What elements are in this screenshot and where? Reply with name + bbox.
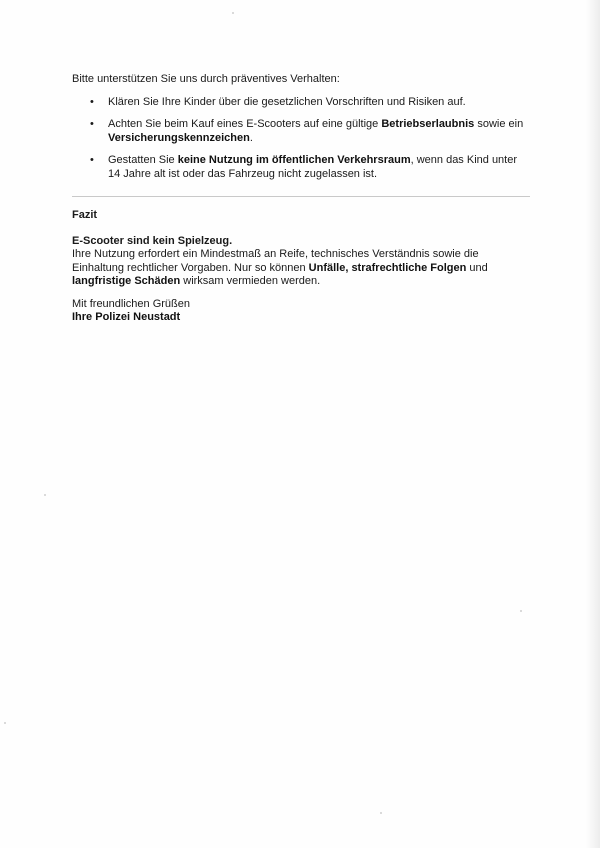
emphasis-text: Betriebserlaubnis: [381, 118, 475, 130]
scan-speck: [380, 812, 382, 814]
list-item-text: [108, 118, 523, 144]
section-heading: Fazit: [72, 209, 98, 221]
text-run: , wenn das Kind unter 14 Jahre alt ist oder das Fahrzeug nicht zugelassen ist.: [108, 154, 518, 180]
scan-edge-shadow: [586, 0, 600, 848]
closing-signature: [72, 311, 530, 325]
text-run: Klären Sie Ihre Kinder über die gesetzlichen Vorschriften und Risiken auf.: [108, 95, 466, 108]
intro-paragraph: Bitte unterstützen Sie uns durch präventives Verhalten:: [72, 73, 340, 85]
list-item: [72, 96, 530, 110]
scan-speck: [44, 494, 46, 496]
list-item: [72, 118, 530, 145]
text-run: und: [466, 261, 488, 274]
bullet-icon: •: [90, 154, 94, 166]
emphasis-text: langfristige Schäden: [72, 275, 181, 287]
text-run: Ihre Nutzung erfordert ein Mindestmaß an Reife, technisches Verständnis sowie die Einhaltung rechtlicher Vorgaben. Nur so können: [72, 248, 479, 274]
text-run: sowie ein: [474, 118, 524, 130]
section-body: [72, 248, 530, 289]
text-run: Achten Sie beim Kauf eines E-Scooters auf eine gültige: [108, 118, 382, 130]
emphasis-text: Unfälle, strafrechtliche Folgen: [308, 261, 467, 274]
text-run: .: [249, 131, 253, 144]
bullet-icon: •: [90, 95, 94, 108]
bullet-icon: •: [90, 118, 94, 130]
closing-greeting: Mit freundlichen Grüßen: [72, 297, 190, 310]
text-run: wirksam vermieden werden.: [180, 275, 321, 287]
section-subheading: E-Scooter sind kein Spielzeug.: [72, 234, 233, 247]
list-item: [72, 154, 530, 181]
list-item-text: [108, 154, 517, 180]
list-item-text: [108, 96, 466, 108]
emphasis-text: Versicherungskennzeichen: [108, 131, 250, 144]
scan-speck: [520, 610, 522, 612]
horizontal-divider: [72, 196, 530, 197]
recommendation-list: [72, 96, 530, 182]
scan-speck: [4, 722, 6, 724]
signature-text: Ihre Polizei Neustadt: [72, 311, 181, 323]
text-run: Gestatten Sie: [108, 154, 178, 166]
letter-body: [72, 73, 530, 325]
scan-speck: [232, 12, 234, 14]
emphasis-text: keine Nutzung im öffentlichen Verkehrsraum: [177, 154, 411, 166]
